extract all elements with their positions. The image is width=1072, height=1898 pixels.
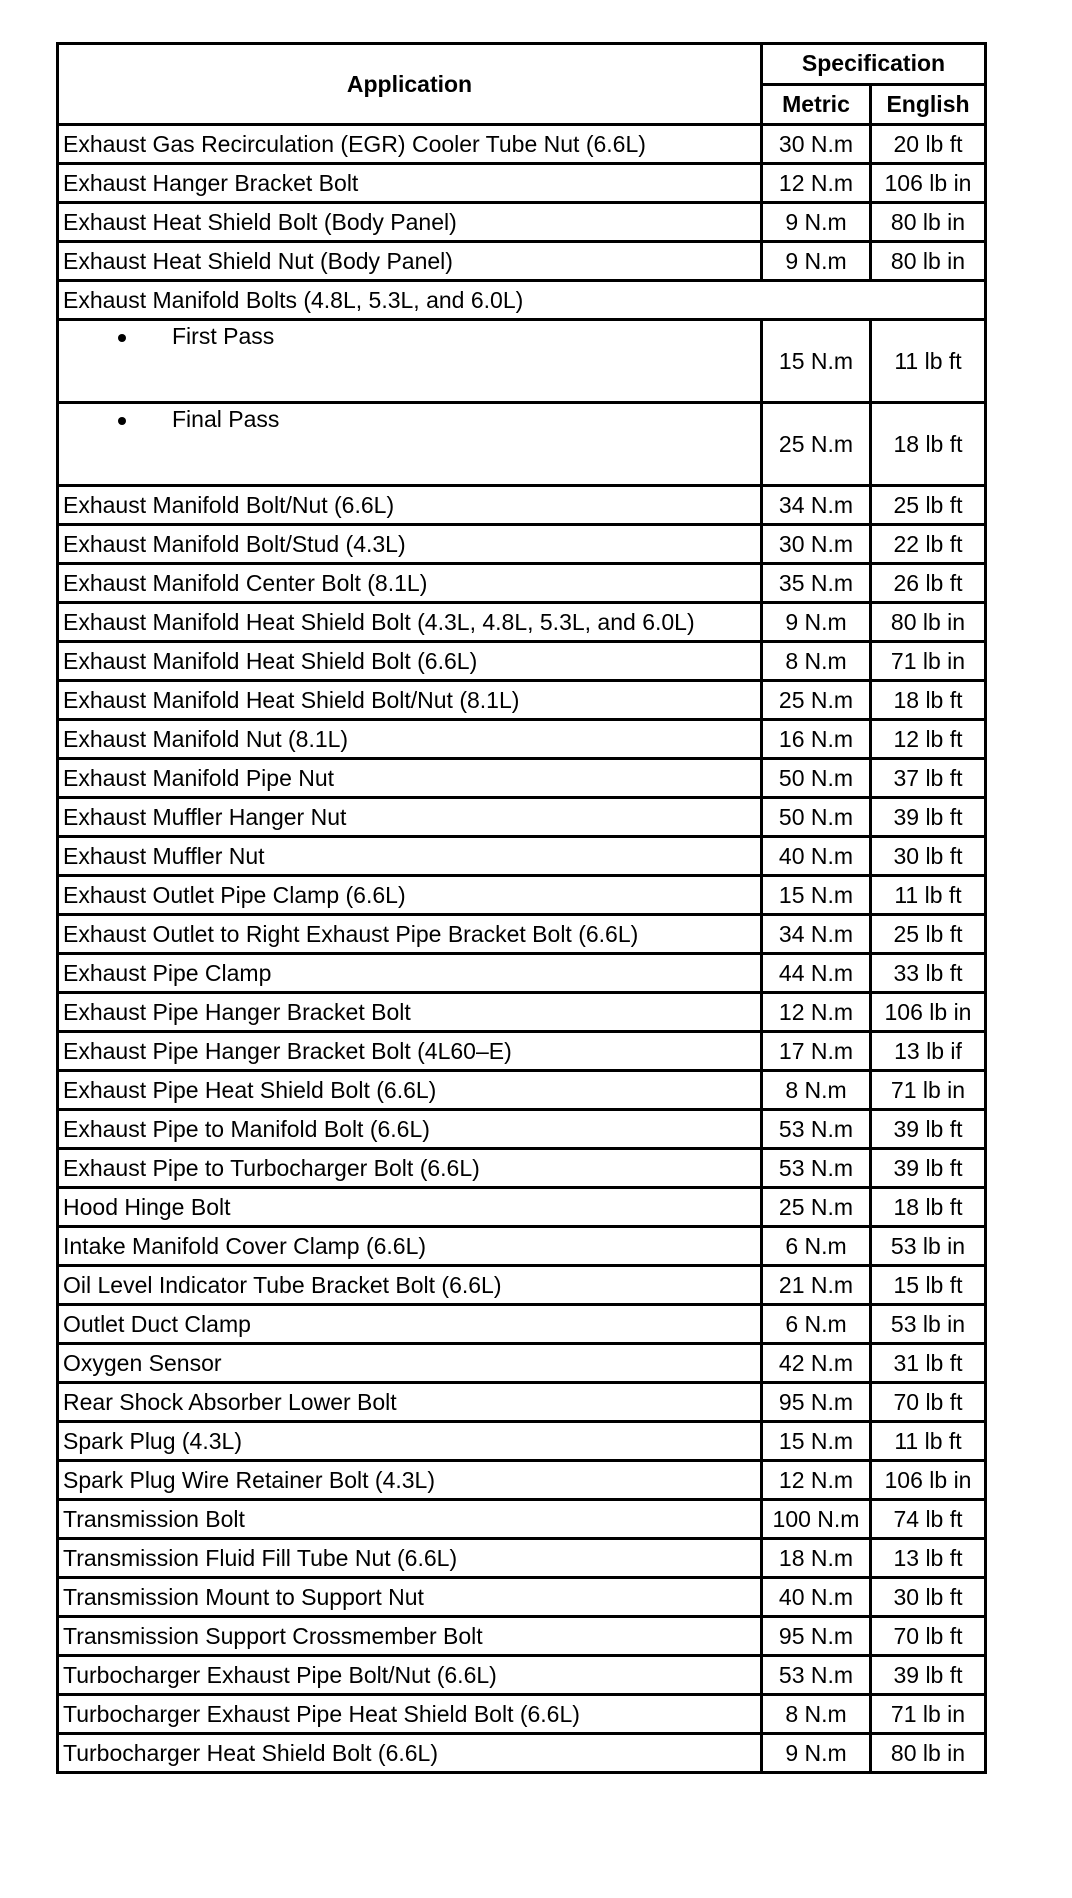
metric-cell: 40 N.m xyxy=(762,837,871,876)
english-cell: 26 lb ft xyxy=(871,564,986,603)
metric-cell: 21 N.m xyxy=(762,1266,871,1305)
application-cell: Exhaust Muffler Nut xyxy=(58,837,762,876)
application-cell: Hood Hinge Bolt xyxy=(58,1188,762,1227)
english-cell: 71 lb in xyxy=(871,642,986,681)
table-row xyxy=(58,281,986,320)
table-row xyxy=(58,1266,986,1305)
english-cell: 39 lb ft xyxy=(871,798,986,837)
application-cell: Spark Plug Wire Retainer Bolt (4.3L) xyxy=(58,1461,762,1500)
english-cell: 22 lb ft xyxy=(871,525,986,564)
english-cell: 18 lb ft xyxy=(871,681,986,720)
application-cell: Transmission Support Crossmember Bolt xyxy=(58,1617,762,1656)
table-row xyxy=(58,1305,986,1344)
application-cell: Turbocharger Heat Shield Bolt (6.6L) xyxy=(58,1734,762,1773)
english-cell: 70 lb ft xyxy=(871,1383,986,1422)
english-cell: 39 lb ft xyxy=(871,1149,986,1188)
metric-cell: 6 N.m xyxy=(762,1305,871,1344)
table-row xyxy=(58,603,986,642)
table-row xyxy=(58,125,986,164)
table-row xyxy=(58,798,986,837)
application-cell: Spark Plug (4.3L) xyxy=(58,1422,762,1461)
english-cell: 30 lb ft xyxy=(871,1578,986,1617)
english-cell: 33 lb ft xyxy=(871,954,986,993)
metric-cell: 100 N.m xyxy=(762,1500,871,1539)
application-cell: Transmission Bolt xyxy=(58,1500,762,1539)
metric-cell: 95 N.m xyxy=(762,1617,871,1656)
application-cell: Exhaust Manifold Heat Shield Bolt (4.3L, 4.8L, 5.3L, and 6.0L) xyxy=(58,603,762,642)
application-cell: Exhaust Pipe Hanger Bracket Bolt xyxy=(58,993,762,1032)
metric-cell: 53 N.m xyxy=(762,1656,871,1695)
header-specification: Specification xyxy=(762,44,986,85)
metric-cell: 15 N.m xyxy=(762,876,871,915)
english-cell: 37 lb ft xyxy=(871,759,986,798)
english-cell: 80 lb in xyxy=(871,603,986,642)
pass-label: Final Pass xyxy=(172,406,280,432)
application-cell: Oil Level Indicator Tube Bracket Bolt (6.6L) xyxy=(58,1266,762,1305)
bullet-icon xyxy=(118,334,126,342)
application-cell: Turbocharger Exhaust Pipe Bolt/Nut (6.6L) xyxy=(58,1656,762,1695)
table-row xyxy=(58,1188,986,1227)
metric-cell: 50 N.m xyxy=(762,798,871,837)
application-cell: Exhaust Pipe Hanger Bracket Bolt (4L60–E) xyxy=(58,1032,762,1071)
pass-label: First Pass xyxy=(172,323,275,349)
application-cell: Turbocharger Exhaust Pipe Heat Shield Bolt (6.6L) xyxy=(58,1695,762,1734)
english-cell: 30 lb ft xyxy=(871,837,986,876)
table-row xyxy=(58,1071,986,1110)
english-cell: 15 lb ft xyxy=(871,1266,986,1305)
table-row xyxy=(58,203,986,242)
metric-cell: 53 N.m xyxy=(762,1149,871,1188)
table-row xyxy=(58,486,986,525)
english-cell: 12 lb ft xyxy=(871,720,986,759)
metric-cell: 9 N.m xyxy=(762,203,871,242)
english-cell: 80 lb in xyxy=(871,203,986,242)
table-row xyxy=(58,876,986,915)
english-cell: 71 lb in xyxy=(871,1071,986,1110)
metric-cell: 40 N.m xyxy=(762,1578,871,1617)
metric-cell: 34 N.m xyxy=(762,915,871,954)
table-row xyxy=(58,837,986,876)
table-row xyxy=(58,242,986,281)
english-cell: 25 lb ft xyxy=(871,486,986,525)
torque-spec-table xyxy=(56,42,987,1774)
table-row xyxy=(58,915,986,954)
metric-cell: 53 N.m xyxy=(762,1110,871,1149)
table-row xyxy=(58,1110,986,1149)
application-cell: Exhaust Outlet to Right Exhaust Pipe Bracket Bolt (6.6L) xyxy=(58,915,762,954)
metric-cell: 44 N.m xyxy=(762,954,871,993)
english-cell: 11 lb ft xyxy=(871,876,986,915)
header-application: Application xyxy=(58,44,762,125)
table-body-a xyxy=(58,125,986,281)
english-cell: 31 lb ft xyxy=(871,1344,986,1383)
metric-cell: 50 N.m xyxy=(762,759,871,798)
application-cell: Intake Manifold Cover Clamp (6.6L) xyxy=(58,1227,762,1266)
application-cell: Exhaust Pipe Clamp xyxy=(58,954,762,993)
table-row xyxy=(58,525,986,564)
table-row xyxy=(58,320,986,403)
pass-cell xyxy=(58,403,762,486)
metric-cell: 25 N.m xyxy=(762,1188,871,1227)
table-row xyxy=(58,993,986,1032)
application-cell: Oxygen Sensor xyxy=(58,1344,762,1383)
application-cell: Exhaust Gas Recirculation (EGR) Cooler Tube Nut (6.6L) xyxy=(58,125,762,164)
application-cell: Exhaust Manifold Heat Shield Bolt (6.6L) xyxy=(58,642,762,681)
english-cell: 71 lb in xyxy=(871,1695,986,1734)
metric-cell: 9 N.m xyxy=(762,603,871,642)
metric-cell: 8 N.m xyxy=(762,642,871,681)
english-cell: 13 lb ft xyxy=(871,1539,986,1578)
metric-cell: 12 N.m xyxy=(762,1461,871,1500)
bullet-icon xyxy=(118,417,126,425)
table-row xyxy=(58,759,986,798)
header-metric: Metric xyxy=(762,84,871,125)
application-cell: Transmission Mount to Support Nut xyxy=(58,1578,762,1617)
table-row xyxy=(58,1578,986,1617)
table-row xyxy=(58,1539,986,1578)
metric-cell: 15 N.m xyxy=(762,1422,871,1461)
english-cell: 74 lb ft xyxy=(871,1500,986,1539)
metric-cell: 95 N.m xyxy=(762,1383,871,1422)
table-row xyxy=(58,403,986,486)
table-row xyxy=(58,1461,986,1500)
metric-cell: 8 N.m xyxy=(762,1071,871,1110)
english-cell: 11 lb ft xyxy=(871,1422,986,1461)
english-cell: 11 lb ft xyxy=(871,320,986,403)
application-cell: Exhaust Pipe to Manifold Bolt (6.6L) xyxy=(58,1110,762,1149)
group-label: Exhaust Manifold Bolts (4.8L, 5.3L, and 6.0L) xyxy=(58,281,986,320)
application-cell: Exhaust Manifold Heat Shield Bolt/Nut (8.1L) xyxy=(58,681,762,720)
english-cell: 13 lb if xyxy=(871,1032,986,1071)
english-cell: 106 lb in xyxy=(871,164,986,203)
english-cell: 25 lb ft xyxy=(871,915,986,954)
metric-cell: 25 N.m xyxy=(762,403,871,486)
table-row xyxy=(58,1617,986,1656)
english-cell: 80 lb in xyxy=(871,1734,986,1773)
metric-cell: 8 N.m xyxy=(762,1695,871,1734)
pass-cell xyxy=(58,320,762,403)
application-cell: Transmission Fluid Fill Tube Nut (6.6L) xyxy=(58,1539,762,1578)
application-cell: Exhaust Manifold Bolt/Nut (6.6L) xyxy=(58,486,762,525)
application-cell: Exhaust Manifold Pipe Nut xyxy=(58,759,762,798)
english-cell: 18 lb ft xyxy=(871,1188,986,1227)
metric-cell: 9 N.m xyxy=(762,242,871,281)
application-cell: Exhaust Manifold Bolt/Stud (4.3L) xyxy=(58,525,762,564)
english-cell: 39 lb ft xyxy=(871,1656,986,1695)
table-row xyxy=(58,164,986,203)
english-cell: 20 lb ft xyxy=(871,125,986,164)
metric-cell: 35 N.m xyxy=(762,564,871,603)
application-cell: Exhaust Heat Shield Nut (Body Panel) xyxy=(58,242,762,281)
english-cell: 70 lb ft xyxy=(871,1617,986,1656)
metric-cell: 30 N.m xyxy=(762,125,871,164)
header-english: English xyxy=(871,84,986,125)
manifold-bolts-group xyxy=(58,281,986,486)
table-row xyxy=(58,1734,986,1773)
english-cell: 18 lb ft xyxy=(871,403,986,486)
application-cell: Rear Shock Absorber Lower Bolt xyxy=(58,1383,762,1422)
metric-cell: 15 N.m xyxy=(762,320,871,403)
table-row xyxy=(58,1656,986,1695)
application-cell: Outlet Duct Clamp xyxy=(58,1305,762,1344)
table-row xyxy=(58,1149,986,1188)
english-cell: 53 lb in xyxy=(871,1305,986,1344)
metric-cell: 6 N.m xyxy=(762,1227,871,1266)
application-cell: Exhaust Outlet Pipe Clamp (6.6L) xyxy=(58,876,762,915)
english-cell: 53 lb in xyxy=(871,1227,986,1266)
application-cell: Exhaust Pipe Heat Shield Bolt (6.6L) xyxy=(58,1071,762,1110)
metric-cell: 30 N.m xyxy=(762,525,871,564)
metric-cell: 34 N.m xyxy=(762,486,871,525)
table-row xyxy=(58,642,986,681)
application-cell: Exhaust Heat Shield Bolt (Body Panel) xyxy=(58,203,762,242)
metric-cell: 12 N.m xyxy=(762,993,871,1032)
metric-cell: 25 N.m xyxy=(762,681,871,720)
metric-cell: 18 N.m xyxy=(762,1539,871,1578)
table-row xyxy=(58,1695,986,1734)
table-row xyxy=(58,1383,986,1422)
english-cell: 106 lb in xyxy=(871,1461,986,1500)
application-cell: Exhaust Manifold Nut (8.1L) xyxy=(58,720,762,759)
english-cell: 80 lb in xyxy=(871,242,986,281)
metric-cell: 12 N.m xyxy=(762,164,871,203)
table-row xyxy=(58,1344,986,1383)
metric-cell: 42 N.m xyxy=(762,1344,871,1383)
application-cell: Exhaust Hanger Bracket Bolt xyxy=(58,164,762,203)
metric-cell: 17 N.m xyxy=(762,1032,871,1071)
application-cell: Exhaust Pipe to Turbocharger Bolt (6.6L) xyxy=(58,1149,762,1188)
table-row xyxy=(58,720,986,759)
application-cell: Exhaust Manifold Center Bolt (8.1L) xyxy=(58,564,762,603)
table-row xyxy=(58,954,986,993)
metric-cell: 9 N.m xyxy=(762,1734,871,1773)
table-body-b xyxy=(58,486,986,1773)
english-cell: 106 lb in xyxy=(871,993,986,1032)
english-cell: 39 lb ft xyxy=(871,1110,986,1149)
table-row xyxy=(58,1422,986,1461)
table-row xyxy=(58,1500,986,1539)
table-row xyxy=(58,1227,986,1266)
table-row xyxy=(58,1032,986,1071)
metric-cell: 16 N.m xyxy=(762,720,871,759)
table-row xyxy=(58,564,986,603)
table-row xyxy=(58,681,986,720)
application-cell: Exhaust Muffler Hanger Nut xyxy=(58,798,762,837)
